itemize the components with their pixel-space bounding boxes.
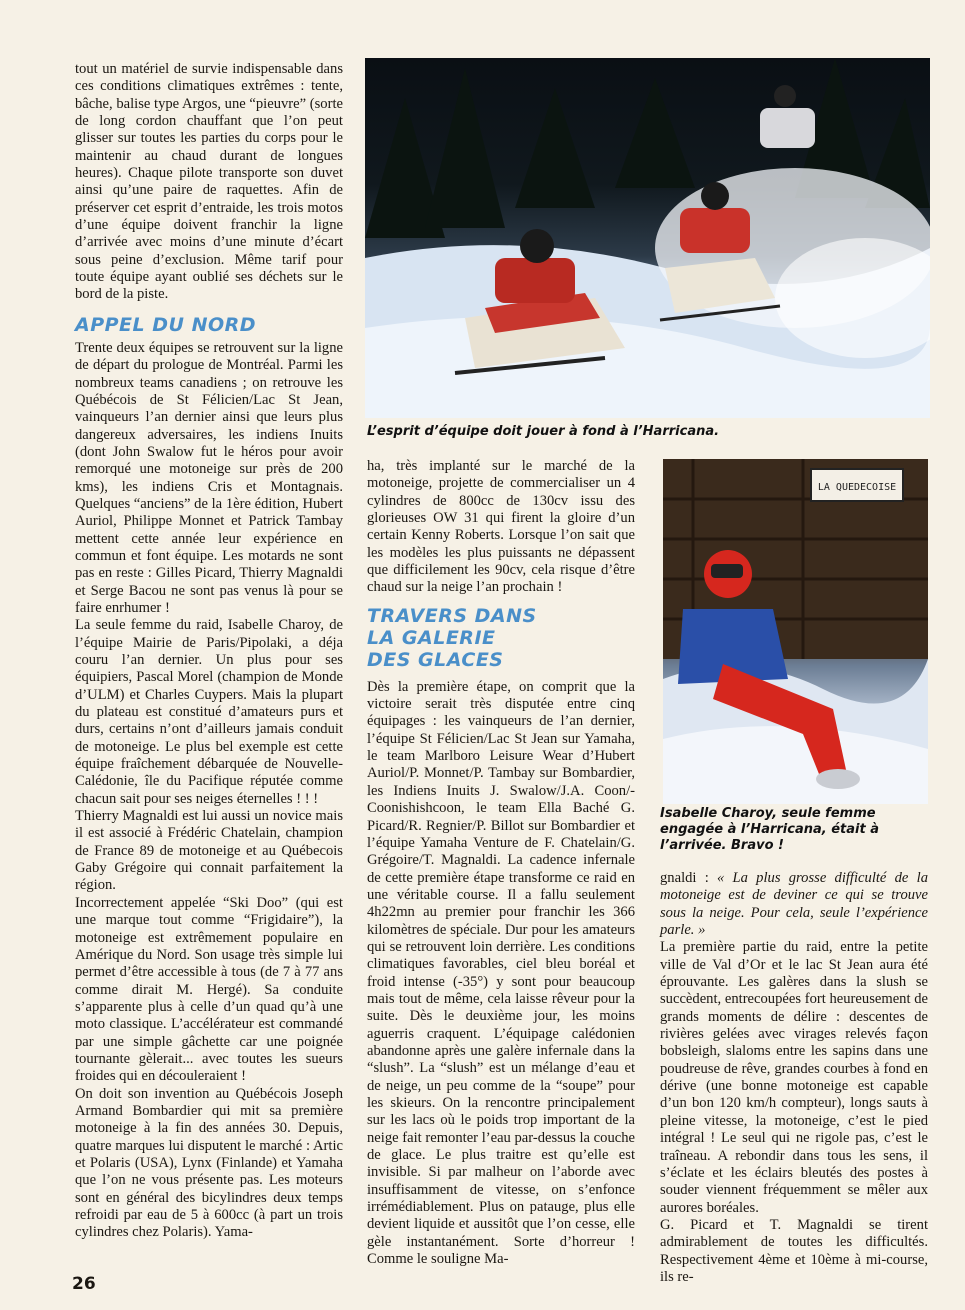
pull-quote: « La plus grosse difficulté de la motoneige est de deviner ce qui se trouve sous la neige. Pour cela, seule l’expérience parle. » xyxy=(660,870,928,939)
paragraph: Trente deux équipes se retrouvent sur la ligne de départ du prologue de Montréal. Parmi les nombreux teams canadiens ; on retrouve les Québécois de St Félicien/Lac St Jean, vainqueurs l’an dernier ainsi que leurs plus dangereux adversaires, les indiens Inuits (dont John Swalow fut le héros pour avoir remorqué une motoneige sur près de 200 kms), les indiens Cris et Montagnais. Quelques “anciens” de la 1ère édition, Hubert Auriol, Philippe Monnet et Patrick Tambay mettent cette année leur expérience en commun et font équipe. Les motards ne sont pas en reste : Gilles Picard, Thierry Magnaldi et Serge Bacou ne sont pas venus là pour se faire enrhumer ! xyxy=(75,339,343,616)
photo-caption: Isabelle Charoy, seule femme engagée à l’Harricana, était à l’arrivée. Bravo ! xyxy=(660,806,879,853)
heading-line: DES GLACES xyxy=(367,648,504,671)
paragraph: G. Picard et T. Magnaldi se tirent admirablement de toutes les difficultés. Respectivement 4ème et 10ème à mi-course, ils re- xyxy=(660,1216,928,1285)
paragraph: tout un matériel de survie indispensable dans ces conditions climatiques extrêmes : tente, bâche, balise type Argos, une “pieuvre” (sorte de long cordon chauffant que l’on peut glisser sur toutes les parties du corps pour le maintenir au chaud durant de longues heures). Chaque pilote transporte son duvet ainsi qu’une paire de raquettes. Afin de préserver cet esprit d’entraide, les trois motos d’une équipe doivent franchir la ligne d’arrivée avec moins d’une minute d’écart sous peine d’exclusion. Même tarif pour toute équipe ayant oublié ses déchets sur le bord de la piste. xyxy=(75,61,343,303)
heading-line: TRAVERS DANS xyxy=(367,604,537,627)
paragraph: ha, très implanté sur le marché de la motoneige, projette de commercialiser un 4 cylindres de 800cc de 130cv issu des glorieuses OW 31 qui firent la gloire d’un certain Kenny Roberts. Lorsque l’on sait que les modèles les plus puissants ne dépassent que difficilement les 90cv, cela risque d’être chaud sur la neige l’an prochain ! xyxy=(367,458,635,596)
paragraph: On doit son invention au Québécois Joseph Armand Bombardier qui mit sa première motoneige à la fin des années 30. Depuis, quatre marques lui disputent le marché : Artic et Polaris (USA), Lynx (Finlande) et Yamaha que l’on ne vous présente pas. Les moteurs sont en général des bicylindres deux temps refroidi par eau de 5 à 600cc (à part un trois cylindres chez Polaris). Yama- xyxy=(75,1085,343,1241)
rider-portrait-photo xyxy=(663,459,928,804)
paragraph: Dès la première étape, on comprit que la victoire serait très disputée entre cinq équipages : les vainqueurs de l’an dernier, l’équipe St Félicien/Lac St Jean sur Yamaha, le team Marlboro Leisure Wear d’Hubert Auriol/P. Monnet/P. Tambay sur Bombardier, les Indiens Inuits J. Swalow/J.A. Coon/-Coonishishcoon, le team Ella Baché G. Picard/R. Regnier/P. Billot sur Bombardier et l’équipe Yamaha Venture de F. Chatelain/G. Grégoire/T. Magnaldi. La cadence infernale de cette première étape transforme ce raid en une véritable course. Il a fallu seulement 4h22mn au premier pour franchir les 366 kilomètres de spéciale. Dur pour les amateurs qui se retrouvent loin derrière. Les conditions climatiques favorables, ciel bleu boréal et froid intense (-35°) y sont pour beaucoup mais tout de même, cela laisse rêveur pour la suite. Dès le deuxième jour, les moins aguerris craquent. L’équipage calédonien abandonne après une galère infernale dans la “slush”. La “slush” est un mélange d’eau et de neige, un peu comme de la “soupe” pour les skieurs. On la rencontre principalement sur les lacs où le poids trop important de la neige fait remonter l’eau par-dessus la couche de glace. Le plus traitre est qu’elle est invisible. Si par malheur on l’aborde avec insuffisamment de vitesse, on s’enfonce irrémédiablement. Plus on patauge, plus elle devient liquide et aussitôt que l’on cesse, elle gèle instantanément. Sorte d’horreur ! Comme le souligne Ma- xyxy=(367,678,635,1268)
paragraph: La première partie du raid, entre la petite ville de Val d’Or et le lac St Jean aura été éprouvante. Les galères dans la slush se succèdent, entrecoupées fort heureusement de grands moments de délire : descentes de rivières gelées avec virages relevés façon bobsleigh, slaloms entre les sapins dans une poudreuse de rêve, grandes courbes à fond en dérive (une bonne motoneige est capable d’un bon 120 km/h compteur), longs sauts à pleine vitesse, la motoneige, c’est le pied intégral ! Le seul qui ne rigole pas, c’est le traîneau. A rebondir dans tous les sens, il s’éclate et les éclairs bleutés des postes à souder viennent fréquemment se mêler aux aurores boréales. xyxy=(660,939,928,1216)
text-column-1 xyxy=(75,61,343,1242)
page-number: 26 xyxy=(72,1274,96,1294)
paragraph xyxy=(660,870,928,939)
snowmobile-team-photo xyxy=(365,58,930,418)
paragraph-lead: gnaldi : xyxy=(660,870,717,886)
rider-illustration xyxy=(663,459,928,804)
photo-caption: L’esprit d’équipe doit jouer à fond à l’Harricana. xyxy=(367,424,720,439)
snowmobile-illustration xyxy=(365,58,930,418)
paragraph: La seule femme du raid, Isabelle Charoy, de l’équipe Mairie de Paris/Pipolaki, a déja couru l’an dernier. Un plus pour ses équipiers, Pascal Morel (champion de Monde d’ULM) et Charles Cuypers. Mais la plupart du plateau est constitué d’amateurs purs et durs, certains n’ont d’ailleurs jamais conduit de motoneige. Le plus bel exemple est cette équipe fraîchement débarquée de Nouvelle-Calédonie, île du Pacifique réputée comme chacun sait pour ses neiges éternelles ! ! ! xyxy=(75,617,343,807)
text-column-2 xyxy=(367,458,635,1268)
text-column-3 xyxy=(660,870,928,1286)
paragraph: Thierry Magnaldi est lui aussi un novice mais il est associé à Frédéric Chatelain, champion de France 89 de motoneige et au Québecois Gaby Grégoire qui connait parfaitement la région. xyxy=(75,808,343,894)
heading-line: LA GALERIE xyxy=(367,626,496,649)
sign-text: LA QUEDECOISE xyxy=(817,482,897,493)
paragraph: Incorrectement appelée “Ski Doo” (qui est une marque tout comme “Frigidaire”), la motoneige est extrêmement populaire en Amérique du Nord. Son usage très simple lui permet d’être accessible à tous (de 7 à 77 ans comme dirait M. Hergé). Sa conduite s’apparente plus à celle d’un quad qu’à une moto classique. L’accélérateur est commandé par une simple gâchette car une poignée tournante gèlerait... avec toutes les sueurs froides qui en découleraient ! xyxy=(75,894,343,1085)
section-heading xyxy=(367,605,635,671)
section-heading: APPEL DU NORD xyxy=(75,313,257,336)
